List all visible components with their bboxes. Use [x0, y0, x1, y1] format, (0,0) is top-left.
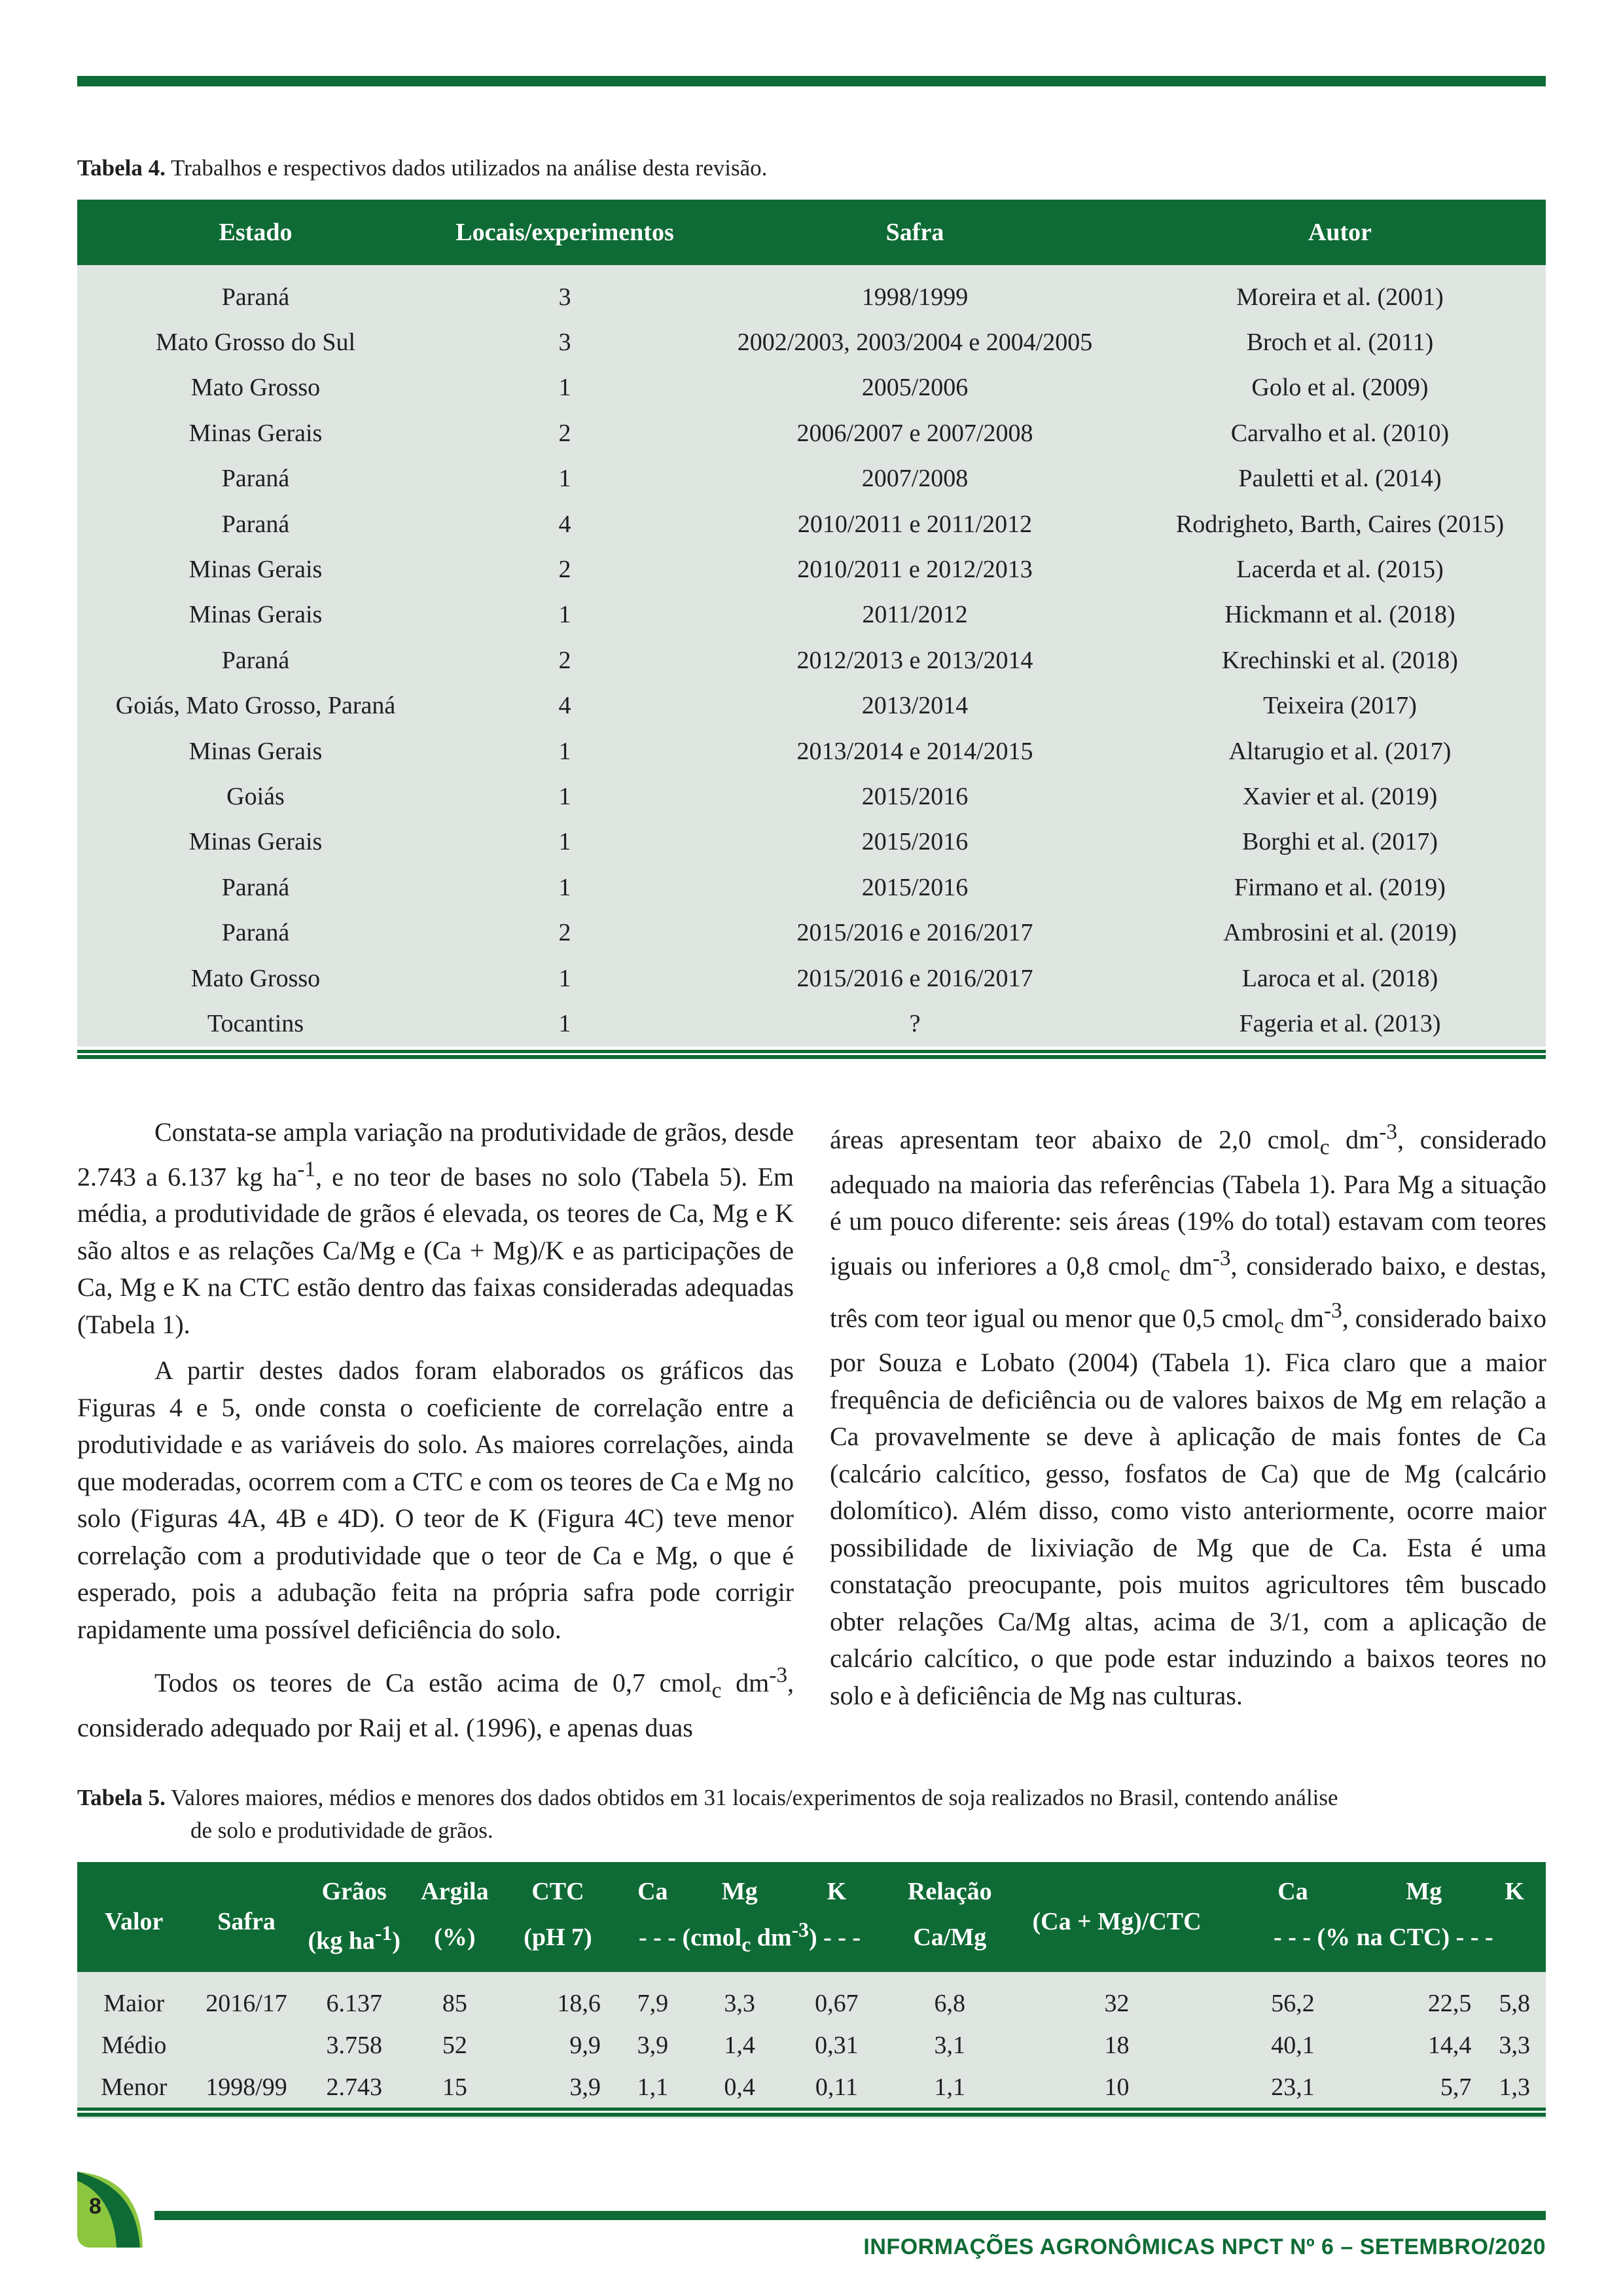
- table4-cell-estado: Tocantins: [77, 1001, 434, 1046]
- table5-cell-safra: 1998/99: [190, 2066, 302, 2119]
- table4-cell-autor: Ambrosini et al. (2019): [1134, 910, 1546, 955]
- table4-row: [77, 456, 1546, 501]
- table5-cell-ca: 3,9: [613, 2024, 693, 2066]
- table4-cell-estado: Paraná: [77, 265, 434, 319]
- table4-cell-safra: 2015/2016: [696, 774, 1134, 819]
- table4-cell-autor: Broch et al. (2011): [1134, 319, 1546, 365]
- table5-caption-line2: de solo e produtividade de grãos.: [190, 1818, 493, 1843]
- table4-cell-locais: 4: [434, 683, 696, 728]
- table5-header-argila-unit: (%): [406, 1912, 503, 1972]
- table4-row: [77, 1001, 1546, 1046]
- table5-cell-graos: 6.137: [302, 1972, 406, 2024]
- table5-cell-k: 0,11: [787, 2066, 887, 2119]
- table4-cell-locais: 1: [434, 365, 696, 410]
- table4-header-estado: Estado: [77, 200, 434, 265]
- table4-cell-safra: 2010/2011 e 2011/2012: [696, 501, 1134, 547]
- table4-cell-safra: 2007/2008: [696, 456, 1134, 501]
- table4-cell-locais: 1: [434, 819, 696, 865]
- table4-cell-estado: Minas Gerais: [77, 592, 434, 637]
- table5-header-argila: Argila: [406, 1862, 503, 1912]
- body-right-paragraph-1: áreas apresentam teor abaixo de 2,0 cmol$_c$ $dm^{-3}$, considerado adequado na maioria das referências (Tabela 1). Para Mg a situação é um pouco diferente: seis áreas (19% do total) estavam com teores iguais ou inferiores a 0,8 cmol$_c$ $dm^{-3}$, considerado baixo, e destas, três com teor igual ou menor que 0,5 cmol$_c$ $dm^{-3}$, considerado baixo por Souza e Lobato (2004) (Tabela 1). Fica claro que a maior frequência de deficiência ou de valores baixos de Mg em relação a Ca provavelmente se deve à aplicação de mais fontes de Ca (calcário calcítico, gesso, fosfatos de Ca) que de Mg (calcário dolomítico). Além disso, como visto anteriormente, ocorre maior possibilidade de lixiviação de Mg que de Ca. Esta é uma constatação preocupante, pois muitos agricultores têm buscado obter relações Ca/Mg altas, acima de 3/1, com a aplicação de calcário calcítico, o que pode estar induzindo a baixos teores no solo e à deficiência de Mg nas culturas.: [830, 1120, 1546, 1710]
- table5-cell-mg-pct: 14,4: [1364, 2024, 1483, 2066]
- table4-header-locais: Locais/experimentos: [434, 200, 696, 265]
- table5-header-relacao-unit: Ca/Mg: [887, 1912, 1012, 1972]
- body-column-right: [830, 1114, 1546, 1714]
- table4-row: [77, 683, 1546, 728]
- table5-caption-line1: Valores maiores, médios e menores dos dados obtidos em 31 locais/experimentos de soja realizados no Brasil, contendo análise: [170, 1785, 1338, 1810]
- table4-row: [77, 956, 1546, 1001]
- page-number: 8: [89, 2194, 101, 2219]
- table4-cell-estado: Mato Grosso: [77, 365, 434, 410]
- table5-header-ctc-unit: (pH 7): [503, 1912, 613, 1972]
- table4-cell-autor: Krechinski et al. (2018): [1134, 637, 1546, 683]
- table4-cell-locais: 1: [434, 728, 696, 774]
- table5-bottom-rule: [77, 2108, 1546, 2117]
- table4: [77, 200, 1546, 1047]
- table4-cell-locais: 3: [434, 265, 696, 319]
- table5-body: [77, 1972, 1546, 2119]
- table5-header-pct-unit: - - - (% na CTC) - - -: [1221, 1912, 1546, 1972]
- table4-cell-estado: Paraná: [77, 910, 434, 955]
- table4-cell-locais: 1: [434, 956, 696, 1001]
- table4-row: [77, 865, 1546, 910]
- table5-header-safra: Safra: [190, 1862, 302, 1972]
- table5-header-k-pct: K: [1483, 1862, 1546, 1912]
- table4-cell-safra: 2012/2013 e 2013/2014: [696, 637, 1134, 683]
- table5-cell-relacao: 6,8: [887, 1972, 1012, 2024]
- table5-cell-ctc: 9,9: [503, 2024, 613, 2066]
- table4-cell-estado: Paraná: [77, 865, 434, 910]
- table4-row: [77, 501, 1546, 547]
- table5-header-row-1: [77, 1862, 1546, 1912]
- table5-cell-argila: 85: [406, 1972, 503, 2024]
- table5-header-mg-pct: Mg: [1364, 1862, 1483, 1912]
- table4-cell-estado: Minas Gerais: [77, 728, 434, 774]
- table4-cell-estado: Paraná: [77, 456, 434, 501]
- table4-cell-safra: 1998/1999: [696, 265, 1134, 319]
- table4-cell-autor: Fageria et al. (2013): [1134, 1001, 1546, 1046]
- table4-cell-safra: 2015/2016 e 2016/2017: [696, 956, 1134, 1001]
- table5-cell-valor: Maior: [77, 1972, 190, 2024]
- table4-row: [77, 774, 1546, 819]
- table5-header-ctc: CTC: [503, 1862, 613, 1912]
- table4-caption: [77, 152, 767, 185]
- table4-cell-locais: 1: [434, 456, 696, 501]
- table4-bottom-rule: [77, 1050, 1546, 1059]
- table4-cell-safra: 2015/2016: [696, 865, 1134, 910]
- leaf-logo-icon: [77, 2172, 143, 2248]
- table4-body: [77, 265, 1546, 1047]
- table4-row: [77, 547, 1546, 592]
- table5-cell-ca: 1,1: [613, 2066, 693, 2119]
- table4-row: [77, 819, 1546, 865]
- table5-cell-valor: Menor: [77, 2066, 190, 2119]
- table5: [77, 1862, 1546, 2119]
- table5-cell-mg: 0,4: [693, 2066, 787, 2119]
- table5-cell-ca-pct: 40,1: [1221, 2024, 1365, 2066]
- table4-cell-locais: 1: [434, 1001, 696, 1046]
- table5-cell-camg-ctc: 18: [1012, 2024, 1221, 2066]
- table4-cell-locais: 2: [434, 410, 696, 456]
- table5-cell-ctc: 18,6: [503, 1972, 613, 2024]
- table5-header-valor: Valor: [77, 1862, 190, 1972]
- table5-cell-camg-ctc: 32: [1012, 1972, 1221, 2024]
- table4-cell-autor: Altarugio et al. (2017): [1134, 728, 1546, 774]
- table4-header-safra: Safra: [696, 200, 1134, 265]
- table4-cell-locais: 1: [434, 865, 696, 910]
- table5-header-mg: Mg: [693, 1862, 787, 1912]
- table4-row: [77, 728, 1546, 774]
- table5-cell-camg-ctc: 10: [1012, 2066, 1221, 2119]
- table4-cell-autor: Lacerda et al. (2015): [1134, 547, 1546, 592]
- table4-cell-safra: 2013/2014 e 2014/2015: [696, 728, 1134, 774]
- table4-cell-safra: 2011/2012: [696, 592, 1134, 637]
- table5-header-graos-unit: (kg $ha^{-1}$): [302, 1912, 406, 1972]
- table5-cell-ca-pct: 56,2: [1221, 1972, 1365, 2024]
- table4-cell-estado: Minas Gerais: [77, 819, 434, 865]
- table4-cell-locais: 1: [434, 774, 696, 819]
- body-left-paragraph-1: Constata-se ampla variação na produtividade de grãos, desde 2.743 a 6.137 kg $ha^{-1}$, e no teor de bases no solo (Tabela 5). Em média, a produtividade de grãos é elevada, os teores de Ca, Mg e K são altos e as relações Ca/Mg e (Ca + Mg)/K e as participações de Ca, Mg e K na CTC estão dentro das faixas consideradas adequadas (Tabela 1).: [77, 1117, 794, 1339]
- table5-cell-k-pct: 1,3: [1483, 2066, 1546, 2119]
- table5-cell-relacao: 1,1: [887, 2066, 1012, 2119]
- table4-header-autor: Autor: [1134, 200, 1546, 265]
- table4-cell-autor: Hickmann et al. (2018): [1134, 592, 1546, 637]
- table4-cell-locais: 2: [434, 637, 696, 683]
- table4-cell-autor: Borghi et al. (2017): [1134, 819, 1546, 865]
- table4-cell-locais: 2: [434, 547, 696, 592]
- table4-row: [77, 265, 1546, 319]
- table5-cell-k: 0,67: [787, 1972, 887, 2024]
- table4-cell-safra: 2015/2016: [696, 819, 1134, 865]
- table4-cell-autor: Rodrigheto, Barth, Caires (2015): [1134, 501, 1546, 547]
- table4-cell-autor: Golo et al. (2009): [1134, 365, 1546, 410]
- table4-cell-estado: Goiás: [77, 774, 434, 819]
- table5-row: [77, 1972, 1546, 2024]
- table4-row: [77, 410, 1546, 456]
- table5-cell-argila: 52: [406, 2024, 503, 2066]
- table4-cell-safra: 2002/2003, 2003/2004 e 2004/2005: [696, 319, 1134, 365]
- table4-cell-safra: 2005/2006: [696, 365, 1134, 410]
- table4-cell-autor: Pauletti et al. (2014): [1134, 456, 1546, 501]
- table4-cell-locais: 1: [434, 592, 696, 637]
- table5-header-ca: Ca: [613, 1862, 693, 1912]
- table5-cell-ca: 7,9: [613, 1972, 693, 2024]
- table4-cell-safra: 2010/2011 e 2012/2013: [696, 547, 1134, 592]
- table5-header-camg-ctc: (Ca + Mg)/CTC: [1012, 1862, 1221, 1972]
- table4-row: [77, 365, 1546, 410]
- table5-caption: [77, 1782, 1338, 1847]
- table5-row: [77, 2024, 1546, 2066]
- table4-cell-autor: Firmano et al. (2019): [1134, 865, 1546, 910]
- table4-cell-estado: Paraná: [77, 501, 434, 547]
- table5-cell-mg: 1,4: [693, 2024, 787, 2066]
- table4-cell-locais: 2: [434, 910, 696, 955]
- table5-cell-graos: 3.758: [302, 2024, 406, 2066]
- table4-cell-safra: 2015/2016 e 2016/2017: [696, 910, 1134, 955]
- table5-cell-graos: 2.743: [302, 2066, 406, 2119]
- body-left-paragraph-3: Todos os teores de Ca estão acima de 0,7 cmol$_c$ $dm^{-3}$, considerado adequado por Raij et al. (1996), e apenas duas: [77, 1663, 794, 1743]
- table5-header-relacao: Relação: [887, 1862, 1012, 1912]
- table4-caption-label: Tabela 4.: [77, 155, 166, 181]
- table5-header-graos: Grãos: [302, 1862, 406, 1912]
- table4-cell-safra: 2006/2007 e 2007/2008: [696, 410, 1134, 456]
- table5-header-ca-pct: Ca: [1221, 1862, 1365, 1912]
- table4-cell-autor: Moreira et al. (2001): [1134, 265, 1546, 319]
- table4-cell-autor: Xavier et al. (2019): [1134, 774, 1546, 819]
- table4-cell-estado: Minas Gerais: [77, 547, 434, 592]
- table4-cell-autor: Teixeira (2017): [1134, 683, 1546, 728]
- table5-cell-valor: Médio: [77, 2024, 190, 2066]
- table5-cell-safra: 2016/17: [190, 1972, 302, 2024]
- body-column-left: [77, 1114, 794, 1747]
- table5-cell-relacao: 3,1: [887, 2024, 1012, 2066]
- table4-cell-estado: Mato Grosso: [77, 956, 434, 1001]
- table5-caption-label: Tabela 5.: [77, 1785, 166, 1810]
- top-rule: [77, 76, 1546, 86]
- table5-cell-ctc: 3,9: [503, 2066, 613, 2119]
- table4-cell-autor: Carvalho et al. (2010): [1134, 410, 1546, 456]
- table5-cell-k: 0,31: [787, 2024, 887, 2066]
- table5-cell-k-pct: 5,8: [1483, 1972, 1546, 2024]
- table4-caption-text: Trabalhos e respectivos dados utilizados na análise desta revisão.: [170, 155, 768, 181]
- table4-cell-safra: ?: [696, 1001, 1134, 1046]
- table4-cell-autor: Laroca et al. (2018): [1134, 956, 1546, 1001]
- table5-cell-safra: [190, 2024, 302, 2066]
- table4-header-row: [77, 200, 1546, 265]
- table4-cell-safra: 2013/2014: [696, 683, 1134, 728]
- table5-header-k: K: [787, 1862, 887, 1912]
- table4-cell-estado: Paraná: [77, 637, 434, 683]
- body-left-paragraph-2: A partir destes dados foram elaborados os gráficos das Figuras 4 e 5, onde consta o coeficiente de correlação entre a produtividade e as variáveis do solo. As maiores correlações, ainda que moderadas, ocorrem com a CTC e com os teores de Ca e Mg no solo (Figuras 4A, 4B e 4D). O teor de K (Figura 4C) teve menor correlação com a produtividade que o teor de Ca e Mg, o que é esperado, pois a adubação feita na própria safra pode corrigir rapidamente uma possível deficiência do solo.: [77, 1355, 794, 1644]
- journal-footer: INFORMAÇÕES AGRONÔMICAS NPCT Nº 6 – SETEMBRO/2020: [863, 2234, 1546, 2259]
- table4-cell-locais: 3: [434, 319, 696, 365]
- table4-cell-estado: Mato Grosso do Sul: [77, 319, 434, 365]
- table5-cell-mg: 3,3: [693, 1972, 787, 2024]
- table5-cell-mg-pct: 5,7: [1364, 2066, 1483, 2119]
- table4-cell-estado: Minas Gerais: [77, 410, 434, 456]
- table4-row: [77, 637, 1546, 683]
- table5-cell-mg-pct: 22,5: [1364, 1972, 1483, 2024]
- table5-cell-argila: 15: [406, 2066, 503, 2119]
- table5-cell-k-pct: 3,3: [1483, 2024, 1546, 2066]
- table4-row: [77, 592, 1546, 637]
- table4-row: [77, 319, 1546, 365]
- table5-header-cmol-unit: - - - (cmol$_c$ $dm^{-3}$) - - -: [613, 1912, 887, 1972]
- table4-cell-estado: Goiás, Mato Grosso, Paraná: [77, 683, 434, 728]
- bottom-rule: [154, 2211, 1546, 2220]
- table5-cell-ca-pct: 23,1: [1221, 2066, 1365, 2119]
- table4-row: [77, 910, 1546, 955]
- table4-cell-locais: 4: [434, 501, 696, 547]
